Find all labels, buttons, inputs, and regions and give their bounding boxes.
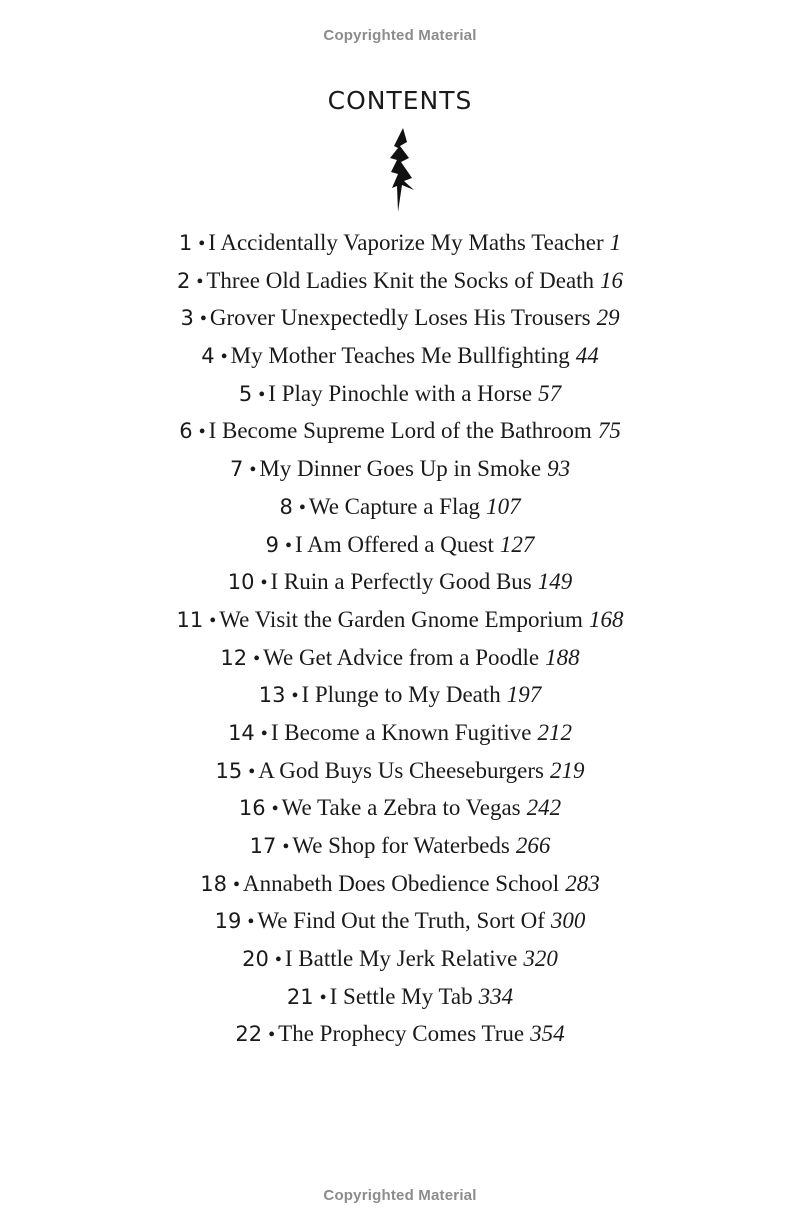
toc-entry [0, 299, 800, 337]
page-number: 197 [506, 682, 542, 708]
toc-entry [0, 601, 800, 639]
bullet-separator: • [248, 760, 256, 783]
chapter-title: We Take a Zebra to Vegas [281, 795, 521, 821]
page-number: 16 [600, 267, 624, 293]
page-number: 127 [499, 531, 535, 557]
chapter-title: I Become a Known Fugitive [270, 719, 532, 745]
toc-entry [0, 337, 800, 375]
bullet-separator: • [260, 572, 268, 595]
bullet-separator: • [209, 609, 217, 632]
chapter-title: I Ruin a Perfectly Good Bus [270, 569, 532, 595]
toc-entry [0, 865, 800, 903]
chapter-number: 15 [215, 758, 243, 783]
chapter-title: We Shop for Waterbeds [292, 833, 510, 858]
chapter-title: Annabeth Does Obedience School [243, 870, 560, 896]
page-number: 1 [609, 230, 622, 255]
chapter-number: 12 [220, 645, 248, 670]
page-number: 212 [537, 719, 572, 745]
toc-entry [0, 639, 800, 677]
page-number: 219 [550, 757, 585, 783]
chapter-title: We Visit the Garden Gnome Emporium [219, 606, 583, 632]
chapter-title: A God Buys Us Cheeseburgers [258, 757, 545, 783]
page-number: 242 [526, 795, 562, 821]
page-number: 300 [550, 908, 586, 934]
chapter-number: 16 [238, 796, 266, 821]
bullet-separator: • [319, 986, 327, 1009]
toc-entry [0, 224, 800, 262]
page-number: 57 [538, 380, 562, 406]
bullet-separator: • [285, 534, 293, 557]
page-number: 149 [537, 569, 573, 595]
copyright-watermark-bottom: Copyrighted Material [323, 1187, 477, 1204]
toc-entry [0, 526, 800, 564]
chapter-number: 19 [214, 909, 242, 934]
copyright-watermark-top: Copyrighted Material [323, 27, 477, 44]
toc-entry [0, 940, 800, 978]
toc-entry [0, 789, 800, 827]
bullet-separator: • [247, 911, 255, 934]
chapter-title: Grover Unexpectedly Loses His Trousers [209, 305, 591, 331]
chapter-title: The Prophecy Comes True [278, 1021, 525, 1047]
chapter-number: 22 [235, 1022, 263, 1047]
bullet-separator: • [199, 308, 207, 331]
page-number: 320 [523, 946, 558, 972]
bullet-separator: • [274, 949, 282, 972]
toc-entry [0, 1015, 800, 1053]
page-number: 188 [545, 644, 580, 670]
bullet-separator: • [260, 722, 268, 745]
chapter-title: We Get Advice from a Poodle [263, 644, 540, 670]
chapter-number: 5 [238, 381, 253, 406]
chapter-number: 17 [249, 834, 277, 858]
page-number: 168 [588, 606, 624, 632]
toc-entry [0, 563, 800, 601]
chapter-title: I Battle My Jerk Relative [284, 946, 518, 972]
chapter-number: 10 [227, 570, 255, 595]
chapter-title: I Plunge to My Death [301, 682, 501, 708]
bullet-separator: • [220, 346, 228, 369]
toc-entry [0, 488, 800, 526]
chapter-number: 6 [179, 419, 193, 444]
toc-entry [0, 752, 800, 790]
chapter-number: 2 [176, 268, 191, 293]
toc-entry [0, 450, 800, 488]
chapter-title: I Settle My Tab [329, 983, 473, 1009]
toc-entry [0, 714, 800, 752]
chapter-title: I Accidentally Vaporize My Maths Teacher [208, 230, 604, 255]
chapter-title: I Play Pinochle with a Horse [268, 380, 533, 406]
chapter-number: 13 [258, 683, 286, 708]
toc-entry [0, 262, 800, 300]
chapter-number: 1 [178, 231, 193, 255]
toc-entry [0, 676, 800, 714]
chapter-title: Three Old Ladies Knit the Socks of Death [206, 267, 595, 293]
chapter-title: I Am Offered a Quest [295, 531, 494, 557]
table-of-contents [0, 224, 800, 1053]
page-number: 107 [486, 493, 521, 519]
chapter-title: I Become Supreme Lord of the Bathroom [208, 418, 592, 444]
toc-entry [0, 375, 800, 413]
page-number: 44 [575, 343, 599, 369]
toc-entry [0, 902, 800, 940]
chapter-number: 8 [279, 494, 293, 519]
bullet-separator: • [282, 836, 290, 858]
contents-heading: CONTENTS [327, 86, 473, 115]
bullet-separator: • [271, 798, 279, 821]
chapter-number: 7 [229, 457, 244, 482]
chapter-title: My Dinner Goes Up in Smoke [259, 456, 542, 482]
bullet-separator: • [268, 1024, 276, 1047]
bullet-separator: • [249, 459, 257, 482]
bullet-separator: • [198, 233, 206, 255]
page-number: 29 [596, 305, 620, 331]
page-number: 334 [478, 983, 514, 1009]
lightning-bolt-icon [386, 128, 418, 212]
toc-entry [0, 978, 800, 1016]
chapter-number: 14 [228, 720, 255, 745]
page-number: 93 [547, 456, 571, 482]
chapter-title: My Mother Teaches Me Bullfighting [230, 343, 570, 369]
chapter-number: 4 [201, 344, 215, 369]
page-number: 354 [530, 1021, 565, 1047]
toc-entry [0, 412, 800, 450]
chapter-number: 20 [242, 947, 269, 972]
bullet-separator: • [258, 383, 266, 406]
bullet-separator: • [291, 685, 299, 708]
bullet-separator: • [233, 873, 241, 896]
chapter-number: 9 [265, 532, 279, 557]
chapter-title: We Find Out the Truth, Sort Of [257, 908, 545, 934]
chapter-number: 11 [176, 607, 204, 632]
chapter-number: 3 [180, 306, 194, 331]
bullet-separator: • [196, 270, 204, 293]
bullet-separator: • [198, 421, 206, 444]
page-number: 75 [597, 418, 621, 444]
page-number: 283 [565, 870, 600, 896]
chapter-title: We Capture a Flag [308, 493, 481, 519]
bullet-separator: • [253, 647, 261, 670]
toc-entry [0, 827, 800, 865]
chapter-number: 21 [286, 984, 314, 1009]
page-number: 266 [515, 833, 551, 858]
chapter-number: 18 [200, 871, 228, 896]
bullet-separator: • [298, 496, 306, 519]
